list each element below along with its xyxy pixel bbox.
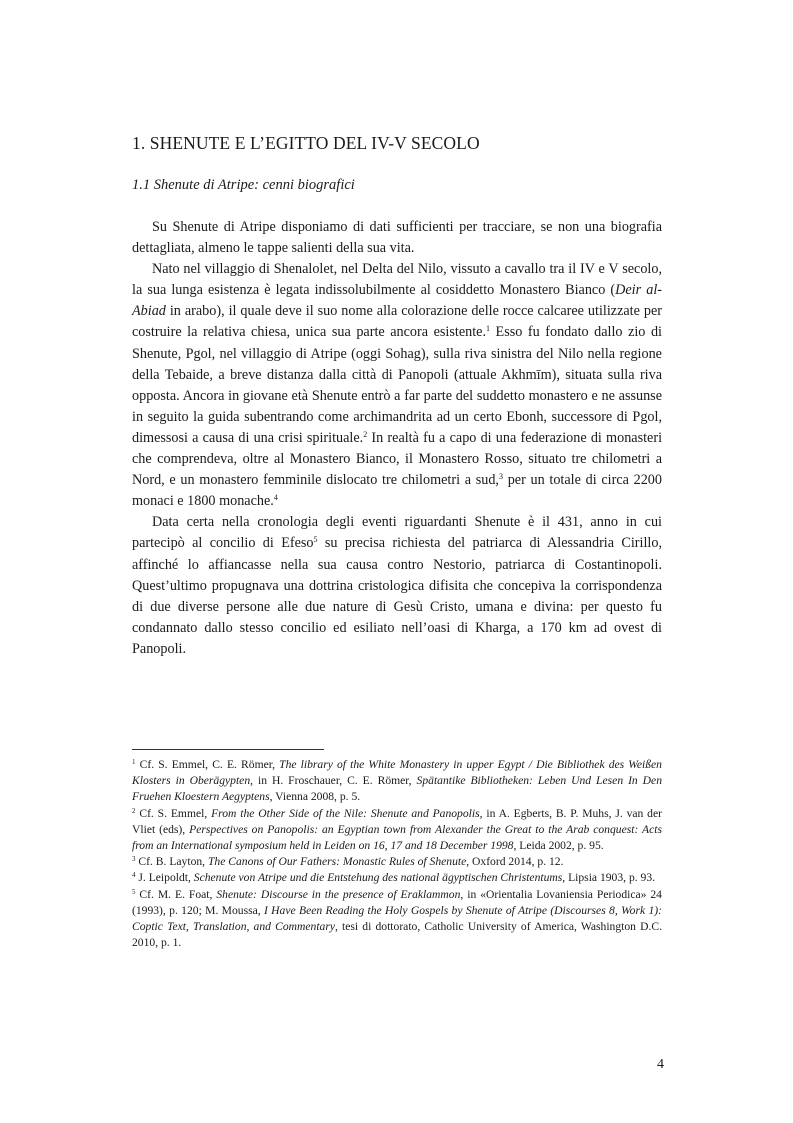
paragraph-text: in arabo), il quale deve il suo nome alla colorazione delle rocce calcaree utilizzate per costruire la relativa chiesa, unica sua parte ancora esistente. — [132, 303, 662, 341]
paragraph-text: In realtà fu a capo di una federazione di monasteri che comprendeva, oltre al Monastero Bianco, il Monastero Rosso, situato tre chilometri a Nord, e un monastero femminile dislocato tre chilometri a sud, — [132, 429, 663, 489]
footnote-title: I Have Been Reading the Holy Gospels by Shenute of Atripe (Discourses 8, Work 1): Coptic Text, Translation, and Commentary — [132, 903, 662, 934]
footnote-title: Schenute von Atripe und die Entstehung des national ägyptischen Christentums — [193, 871, 563, 885]
footnote-title: The library of the White Monastery in upper Egypt / Die Bibliothek des Weißen Klosters in Oberägypten, — [132, 758, 662, 788]
footnote — [132, 887, 662, 952]
footnote-text: , Oxford 2014, p. 12. — [466, 855, 564, 869]
italic-term: Deir al-Abiad — [132, 282, 662, 320]
footnote-ref[interactable]: 5 — [313, 535, 318, 545]
paragraph-text: per un totale di circa 2200 monaci e 1800 monache. — [132, 472, 662, 510]
footnote — [132, 870, 662, 886]
footnote-ref[interactable]: 1 — [486, 324, 490, 334]
footnote-text: in H. Froschauer, C. E. Römer, — [253, 774, 417, 788]
footnote-separator — [132, 749, 324, 750]
footnote-number: 1 — [132, 758, 136, 766]
footnote-number: 3 — [132, 855, 136, 864]
page-number: 4 — [657, 1057, 664, 1072]
paragraph-text: Nato nel villaggio di Shenalolet, nel Delta del Nilo, vissuto a cavallo tra il IV e V secolo, la sua lunga esistenza è legata indissolubilmente al cosiddetto Monastero Bianco ( — [132, 261, 662, 299]
chapter-title: 1. SHENUTE E L’EGITTO DEL IV-V SECOLO — [132, 133, 480, 153]
footnote-number: 5 — [132, 887, 136, 896]
footnote-text: Cf. S. Emmel, C. E. Römer, — [135, 758, 280, 771]
footnote-text: , in A. Egberts, B. P. Muhs, J. van der Vliet (eds), — [132, 806, 662, 836]
paragraph-text: su precisa richiesta del patriarca di Alessandria Cirillo, affinché lo affiancasse nella sua causa contro Nestorio, patriarca di Costantinopoli. Quest’ultimo propugnava una dottrina cristologica difisita che concepiva la corrispondenza di due diverse persone alle due nature di Gesù Cristo, umana e divina: per questo fu condannato dallo stesso concilio ed esiliato nell’oasi di Kharga, a 170 km ad ovest di Panopoli. — [132, 535, 662, 657]
paragraph-text: Data certa nella cronologia degli eventi riguardanti Shenute è il 431, anno in cui partecipò al concilio di Efeso — [132, 514, 662, 552]
footnote-number: 2 — [132, 806, 136, 815]
footnote-text: , Vienna 2008, p. 5. — [269, 790, 361, 804]
footnote-text: Cf. S. Emmel, — [135, 806, 212, 820]
footnote-text: Cf. B. Layton, — [135, 855, 208, 869]
footnote-text: Cf. M. E. Foat, — [135, 887, 217, 901]
footnote-text: , Leida 2002, p. 95. — [513, 839, 604, 853]
paragraph-text: Esso fu fondato dallo zio di Shenute, Pgol, nel villaggio di Atripe (oggi Sohag), sulla riva sinistra del Nilo nella regione della Tebaide, a breve distanza dalla città di Panopoli (attuale Akhmīm), situata sulla riva opposta. Ancora in giovane età Shenute entrò a far parte del suddetto monastero e ne assunse in seguito la guida subentrando come archimandrita ad un certo Ebonh, successore di Pgol, dimessosi a causa di una crisi spirituale. — [132, 324, 662, 446]
footnote-ref[interactable]: 2 — [363, 429, 368, 439]
body-text — [132, 217, 662, 660]
footnote-number: 4 — [132, 871, 136, 880]
footnote — [132, 757, 662, 806]
footnote — [132, 806, 662, 855]
footnote-title: From the Other Side of the Nile: Shenute and Panopolis — [211, 806, 480, 820]
paragraph — [132, 259, 662, 512]
footnote — [132, 854, 662, 870]
footnote-text: , Lipsia 1903, p. 93. — [562, 871, 656, 885]
section-title: 1.1 Shenute di Atripe: cenni biografici — [132, 177, 355, 193]
footnote-ref[interactable]: 3 — [498, 472, 503, 482]
footnote-text: , in «Orientalia Lovaniensia Periodica» 24 (1993), p. 120; M. Moussa, — [132, 887, 662, 917]
footnote-text: , tesi di dottorato, Catholic University of America, Washington D.C. 2010, p. 1. — [132, 920, 663, 950]
paragraph-text: Su Shenute di Atripe disponiamo di dati sufficienti per tracciare, se non una biografia dettagliata, almeno le tappe salienti della sua vita. — [132, 219, 662, 257]
footnote-title: Perspectives on Panopolis: an Egyptian town from Alexander the Great to the Arab conquest: Acts from an International symposium held in Leiden on 16, 17 and 18 December 1998 — [132, 822, 662, 853]
footnote-title: Shenute: Discourse in the presence of Eraklammon — [216, 887, 461, 901]
paragraph — [132, 512, 662, 660]
footnotes — [132, 757, 662, 951]
footnote-title: Spätantike Bibliotheken: Leben Und Lesen In Den Fruehen Kloestern Aegyptens — [132, 774, 662, 804]
footnote-text: J. Leipoldt, — [135, 871, 194, 885]
footnote-title: The Canons of Our Fathers: Monastic Rules of Shenute — [207, 855, 467, 869]
paragraph — [132, 217, 662, 259]
footnote-ref[interactable]: 4 — [273, 493, 278, 503]
